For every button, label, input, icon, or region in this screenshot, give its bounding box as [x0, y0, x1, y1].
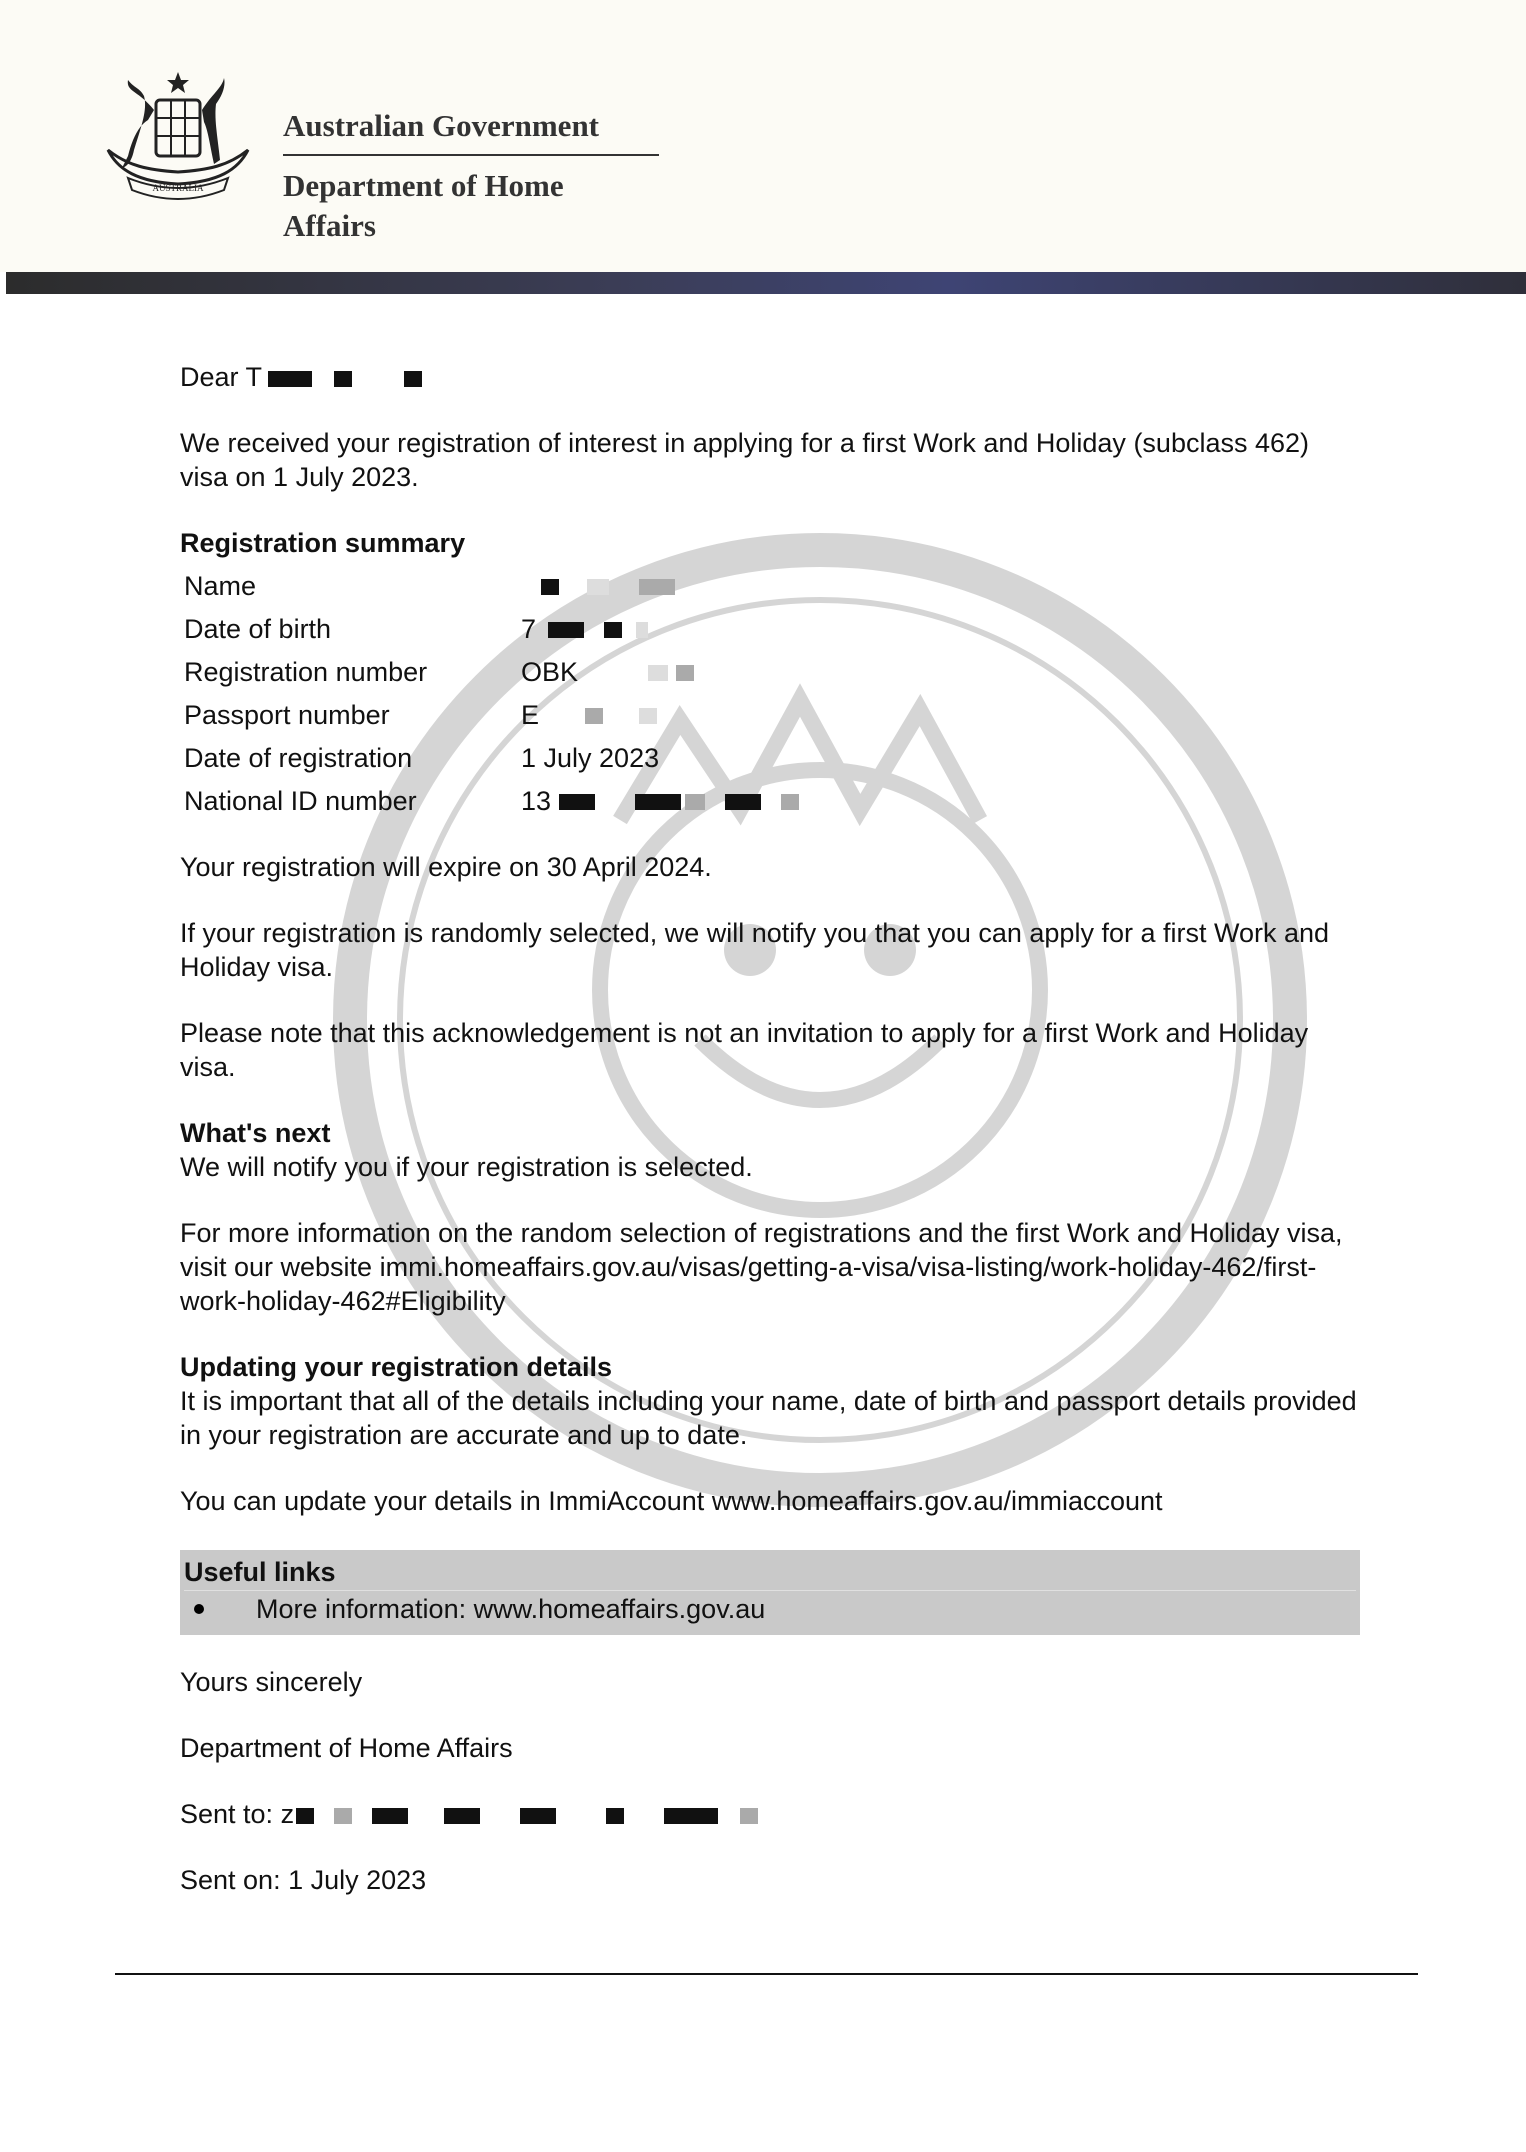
redaction-block: [639, 708, 657, 724]
summary-row: [184, 650, 799, 693]
redaction-block: [404, 371, 422, 387]
header-band: [6, 272, 1526, 294]
redaction-block: [585, 708, 603, 724]
redaction-block: [334, 371, 352, 387]
redaction-block: [639, 579, 675, 595]
coat-of-arms-icon: [88, 70, 268, 204]
redaction-block: [559, 794, 595, 810]
redaction-block: [604, 622, 622, 638]
useful-links-heading: Useful links: [184, 1557, 336, 1587]
redaction-block: [541, 579, 559, 595]
selection-paragraph: If your registration is randomly selected, we will notify you that you can apply for a first Work and Holiday visa.: [180, 918, 1330, 982]
whats-next-heading: What's next: [180, 1118, 331, 1148]
summary-label: Name: [184, 570, 257, 601]
useful-link-text: More information: www.homeaffairs.gov.au: [256, 1594, 766, 1624]
useful-links-box: [180, 1550, 1360, 1635]
redaction-block: [740, 1808, 758, 1824]
redaction-block: [636, 622, 648, 638]
summary-label: National ID number: [184, 785, 417, 816]
summary-value: 1 July 2023: [521, 742, 660, 773]
closing: Yours sincerely: [180, 1667, 363, 1697]
useful-link-item[interactable]: [184, 1590, 1356, 1627]
intro-paragraph: We received your registration of interest in applying for a first Work and Holiday (subclass 462) visa on 1 July 2023.: [180, 428, 1310, 492]
department-title: Department of Home Affairs: [283, 168, 564, 243]
whats-next-paragraph: We will notify you if your registration is selected.: [180, 1152, 753, 1182]
signature: Department of Home Affairs: [180, 1733, 513, 1763]
registration-summary-table: [184, 564, 799, 822]
expiry-paragraph: Your registration will expire on 30 April 2024.: [180, 852, 712, 882]
summary-value: E: [521, 693, 799, 736]
redaction-block: [587, 579, 609, 595]
sent-to-text: Sent to: z: [180, 1799, 295, 1829]
letter-body: [180, 360, 1360, 1929]
summary-row: [184, 779, 799, 822]
summary-row: [184, 564, 799, 607]
letterhead: [0, 0, 1526, 272]
agency-name: [283, 106, 659, 246]
summary-value: OBK: [521, 650, 799, 693]
redaction-block: [685, 794, 705, 810]
crest-motto: AUSTRALIA: [152, 183, 204, 193]
footer-rule: [115, 1973, 1418, 1975]
summary-label: Registration number: [184, 656, 428, 687]
redaction-block: [268, 371, 312, 387]
summary-value: [521, 564, 799, 607]
summary-label: Date of registration: [184, 742, 413, 773]
summary-row: [184, 736, 799, 779]
sent-on-line: Sent on: 1 July 2023: [180, 1865, 427, 1895]
bullet-icon: [194, 1604, 204, 1614]
redaction-block: [781, 794, 799, 810]
redaction-block: [725, 794, 761, 810]
updating-paragraph: It is important that all of the details including your name, date of birth and passport details provided in your registration are accurate and up to date.: [180, 1386, 1357, 1450]
greeting: [180, 360, 1360, 394]
greeting-text: Dear T: [180, 362, 263, 392]
summary-label: Date of birth: [184, 613, 332, 644]
redaction-block: [676, 665, 694, 681]
updating-heading: Updating your registration details: [180, 1352, 613, 1382]
more-info-paragraph: For more information on the random selection of registrations and the first Work and Holiday visa, visit our website immi.homeaffairs.gov.au/visas/getting-a-visa/visa-listing/work-holiday-462/first-work-holiday-462#Eligibility: [180, 1218, 1343, 1316]
summary-value: 7: [521, 607, 799, 650]
summary-heading: Registration summary: [180, 528, 466, 558]
summary-row: [184, 607, 799, 650]
sent-to-line: [180, 1797, 1360, 1831]
summary-row: [184, 693, 799, 736]
government-title: Australian Government: [283, 106, 659, 156]
redaction-block: [606, 1808, 624, 1824]
redaction-block: [664, 1808, 718, 1824]
redaction-block: [648, 665, 668, 681]
redaction-block: [520, 1808, 556, 1824]
summary-value: 13: [521, 779, 799, 822]
redaction-block: [372, 1808, 408, 1824]
summary-label: Passport number: [184, 699, 390, 730]
redaction-block: [334, 1808, 352, 1824]
not-invitation-paragraph: Please note that this acknowledgement is not an invitation to apply for a first Work and Holiday visa.: [180, 1018, 1309, 1082]
redaction-block: [548, 622, 584, 638]
redaction-block: [296, 1808, 314, 1824]
redaction-block: [635, 794, 681, 810]
update-where-paragraph: You can update your details in ImmiAccount www.homeaffairs.gov.au/immiaccount: [180, 1486, 1163, 1516]
redaction-block: [444, 1808, 480, 1824]
